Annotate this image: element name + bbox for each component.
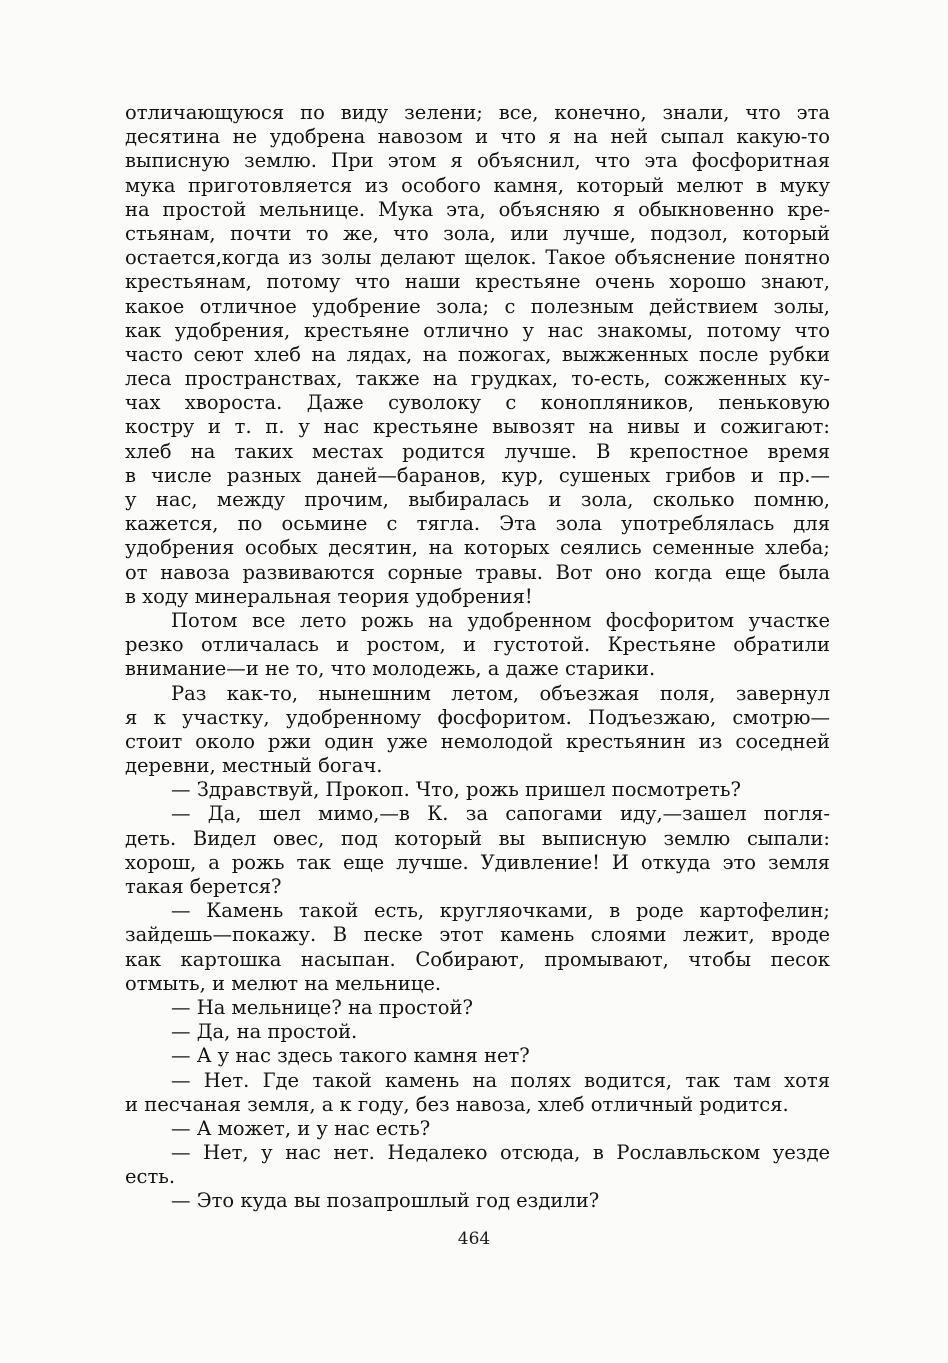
text-line: деревни, местный богач. <box>125 754 383 778</box>
text-line: стьянам, почти то же, что зола, или лучше, подзол, который <box>125 221 830 245</box>
text-line: — Нет. Где такой камень на полях водится, так там хотя <box>171 1068 830 1092</box>
text-line: я к участку, удобренному фосфоритом. Подъезжаю, смотрю— <box>125 705 830 729</box>
text-line: зайдешь—покажу. В песке этот камень слоями лежит, вроде <box>125 923 830 947</box>
page-number: 464 <box>457 1229 491 1249</box>
text-line: Потом все лето рожь на удобренном фосфоритом участке <box>171 608 830 632</box>
text-line: у нас, между прочим, выбиралась и зола, сколько помню, <box>125 488 830 511</box>
text-line: часто сеют хлеб на лядах, на пожогах, выжженных после рубки <box>125 342 830 366</box>
text-line: леса пространствах, также на грудках, то-есть, сожженных ку- <box>125 367 830 391</box>
text-line: внимание—и не то, что молодежь, а даже старики. <box>125 657 656 681</box>
text-line: — На мельнице? на простой? <box>171 995 473 1019</box>
text-line: какое отличное удобрение зола; с полезным действием золы, <box>125 294 830 318</box>
text-line: такая берется? <box>125 875 282 898</box>
text-line: — А у нас здесь такого камня нет? <box>171 1044 530 1068</box>
text-line: — Да, шел мимо,—в К. за сапогами иду,—зашел погля- <box>171 802 830 826</box>
text-line: есть. <box>125 1165 176 1189</box>
text-line: Раз как-то, нынешним летом, объезжая поля, завернул <box>171 681 830 705</box>
text-line: и песчаная земля, а к году, без навоза, хлеб отличный родится. <box>125 1092 789 1116</box>
text-line: как удобрения, крестьяне отлично у нас знакомы, потому что <box>125 318 830 342</box>
text-line: — Нет, у нас нет. Недалеко отсюда, в Рославльском уезде <box>171 1141 830 1165</box>
text-line: — Камень такой есть, кругляочками, в роде картофелин; <box>171 899 830 923</box>
text-line: выписную землю. При этом я объяснил, что эта фосфоритная <box>125 149 830 173</box>
text-line: кострy и т. п. у нас крестьяне вывозят на нивы и сожигают: <box>125 415 830 439</box>
text-line: — Это куда вы позапрошлый год ездили? <box>171 1189 600 1213</box>
text-line: крестьянам, потому что наши крестьяне очень хорошо знают, <box>125 270 830 294</box>
text-line: — А может, и у нас есть? <box>171 1116 431 1140</box>
text-line: отличающуюся по виду зелени; все, конечно, знали, что эта <box>125 101 830 124</box>
text-line: остается,когда из золы делают щелок. Такое объяснение понятно <box>125 246 830 270</box>
text-line: — Да, на простой. <box>171 1020 358 1044</box>
page-body-text <box>125 101 830 1214</box>
text-line: стоит около ржи один уже немолодой крестьянин из соседней <box>125 729 830 753</box>
text-line: в числе разных даней—баранов, кур, сушеных грибов и пр.— <box>125 463 830 487</box>
text-line: хлеб на таких местах родится лучше. В крепостное время <box>125 439 830 463</box>
text-line: хорош, а рожь так еще лучше. Удивление! И откуда это земля <box>125 850 830 874</box>
text-line: на простой мельнице. Мука эта, объясняю я обыкновенно кре- <box>125 197 830 221</box>
text-line: отмыть, и мелют на мельнице. <box>125 971 442 995</box>
text-line: резко отличалась и ростом, и густотой. Крестьяне обратили <box>125 633 830 657</box>
text-line: чах хвороста. Даже суволоку с конопляников, пеньковую <box>125 391 830 415</box>
text-line: деть. Видел овес, под который вы выписную землю сыпали: <box>125 826 830 850</box>
text-line: кажется, по осьмине с тягла. Эта зола употреблялась для <box>125 512 830 536</box>
text-line: — Здравствуй, Прокоп. Что, рожь пришел посмотреть? <box>171 778 741 802</box>
text-line: десятина не удобрена навозом и что я на ней сыпал какую-то <box>125 125 830 149</box>
text-line: мука приготовляется из особого камня, который мелют в муку <box>125 173 830 197</box>
text-line: от навоза развиваются сорные травы. Вот оно когда еще была <box>125 560 830 584</box>
text-line: как картошка насыпан. Собирают, промывают, чтобы песок <box>125 947 830 971</box>
text-line: в ходу минеральная теория удобрения! <box>125 584 533 608</box>
text-line: удобрения особых десятин, на которых сеялись семенные хлеба; <box>125 536 830 560</box>
